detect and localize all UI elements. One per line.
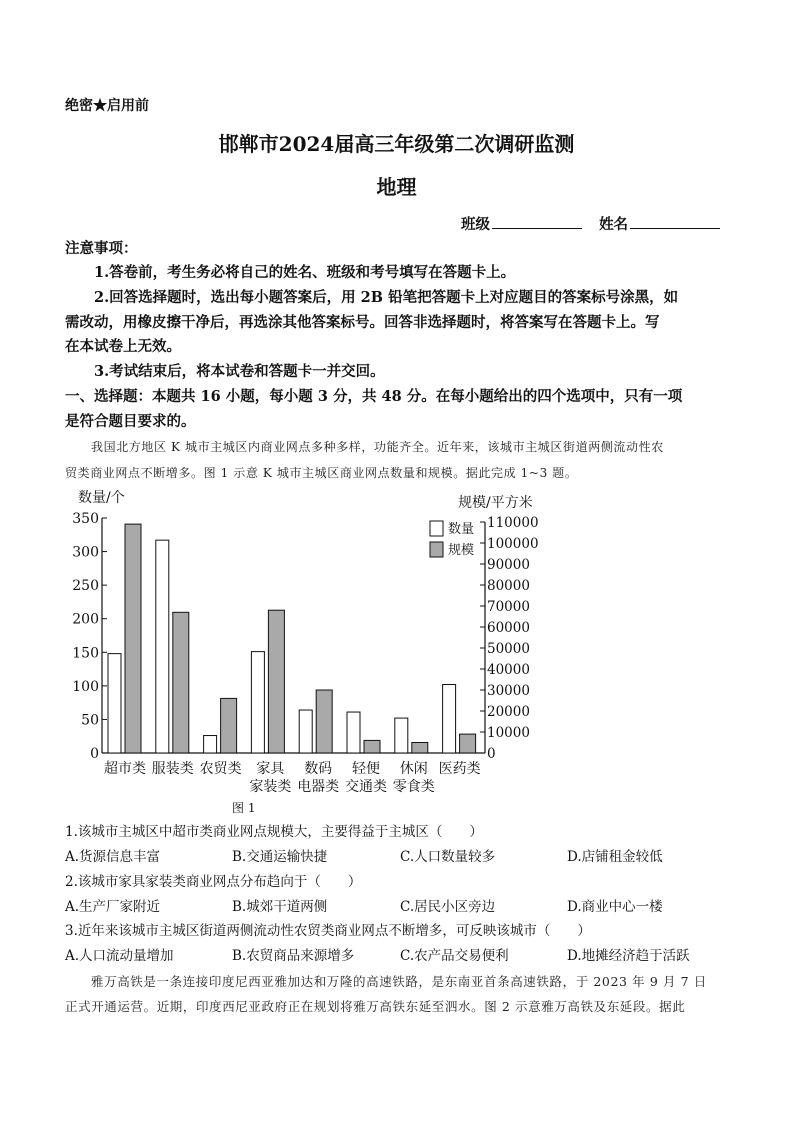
confidential-label: 绝密★启用前 [65, 98, 149, 114]
y-axis-right-title: 规模/平方米 [458, 495, 533, 511]
answer-option[interactable]: B.交通运输快捷 [232, 849, 328, 865]
x-tick-label: 零食类 [392, 779, 435, 795]
y-right-tick-label: 40000 [487, 662, 530, 678]
legend [430, 521, 474, 558]
answer-option[interactable]: C.人口数量较多 [400, 849, 496, 865]
notice-heading: 注意事项： [65, 240, 138, 257]
x-tick-label: 交通类 [345, 779, 387, 795]
y-right-tick-label: 10000 [487, 725, 530, 741]
y-tick-label: 300 [72, 544, 99, 561]
bar-scale [460, 734, 476, 753]
y-right-tick-label: 80000 [487, 578, 530, 594]
y-tick-label: 50 [81, 712, 99, 729]
x-tick-label: 家装类 [249, 779, 292, 795]
bar-scale [316, 690, 332, 753]
bar-count [347, 712, 360, 753]
figure-caption: 图 1 [232, 801, 256, 815]
bar-count [443, 685, 456, 753]
y-tick-label: 100 [72, 678, 99, 695]
class-field [461, 216, 720, 233]
answer-option[interactable]: A.货源信息丰富 [65, 849, 161, 865]
y-tick-label: 350 [72, 511, 99, 527]
notice-line: 需改动，用橡皮擦干净后，再选涂其他答案标号。回答非选择题时，将答案写在答题卡上。写 [65, 314, 660, 331]
bar-scale [364, 740, 380, 753]
exam-title: 邯郸市2024届高三年级第二次调研监测 [218, 132, 575, 156]
x-tick-label: 休闲 [399, 761, 428, 777]
y-right-tick-label: 30000 [487, 683, 530, 699]
notice-line: 2.回答选择题时，选出每小题答案后，用 2B 铅笔把答题卡上对应题目的答案标号涂黑，如 [94, 289, 679, 306]
answer-option[interactable]: C.居民小区旁边 [400, 898, 496, 915]
answer-option[interactable]: A.生产厂家附近 [65, 898, 161, 915]
bar-scale [173, 612, 189, 753]
x-tick-label: 家具 [256, 761, 285, 777]
y-right-tick-label: 90000 [487, 557, 530, 573]
y-right-tick-label: 20000 [487, 704, 530, 720]
x-tick-label: 超市类 [104, 761, 146, 777]
y-axis-title: 数量/个 [78, 490, 125, 506]
question-stem: 1.该城市主城区中超市类商业网点规模大，主要得益于主城区（ ） [65, 824, 483, 840]
y-tick-label: 150 [72, 645, 99, 662]
bar-scale [125, 524, 141, 753]
notice-line: 在本试卷上无效。 [65, 338, 181, 355]
passage-line: 雅万高铁是一条连接印度尼西亚雅加达和万隆的高速铁路，是东南亚首条高速铁路，于 2023 年 9 月 7 日 [91, 974, 707, 989]
y-right-tick-label: 0 [487, 746, 496, 762]
answer-option[interactable]: A.人口流动量增加 [65, 948, 174, 964]
y-right-tick-label: 110000 [487, 515, 539, 531]
answer-option[interactable]: D.地摊经济趋于活跃 [567, 948, 690, 964]
name-blank [630, 216, 720, 229]
legend-swatch-count [430, 521, 443, 536]
y-tick-label: 200 [72, 611, 99, 628]
section-heading: 一、选择题：本题共 16 小题，每小题 3 分，共 48 分。在每小题给出的四个选项中，只有一项 [65, 388, 683, 405]
x-tick-label: 轻便 [352, 761, 380, 777]
bar-scale [412, 743, 428, 754]
class-label: 班级 [461, 216, 490, 233]
bar-scale [221, 698, 237, 753]
answer-option[interactable]: D.店铺租金较低 [567, 849, 663, 865]
bar-count [108, 654, 121, 753]
bar-count [204, 736, 217, 753]
x-tick-label: 数码 [304, 761, 333, 777]
x-tick-label: 电器类 [297, 779, 340, 795]
question-stem: 2.该城市家具家装类商业网点分布趋向于（ ） [65, 873, 362, 890]
class-blank [492, 216, 582, 229]
answer-option[interactable]: D.商业中心一楼 [567, 898, 663, 915]
y-tick-label: 0 [90, 746, 99, 762]
subject-title: 地理 [376, 175, 417, 199]
bar-scale [268, 610, 284, 753]
legend-label-count: 数量 [448, 522, 475, 537]
bar-count [299, 710, 312, 753]
x-tick-label: 农贸类 [199, 761, 242, 777]
y-right-tick-label: 60000 [487, 620, 530, 636]
bar-count [251, 652, 264, 753]
y-tick-label: 250 [72, 578, 99, 595]
section-heading: 是符合题目要求的。 [65, 413, 196, 430]
passage-line: 正式开通运营。近期，印度西尼亚政府正在规划将雅万高铁东延至泗水。图 2 示意雅万高铁及东延段。据此 [65, 999, 686, 1014]
x-tick-label: 服装类 [151, 761, 194, 777]
x-tick-label: 医药类 [438, 761, 481, 777]
bar-count [395, 718, 408, 753]
answer-option[interactable]: B.农贸商品来源增多 [232, 948, 355, 964]
figure-1-chart [60, 480, 580, 800]
legend-label-scale: 规模 [448, 543, 475, 558]
y-right-tick-label: 50000 [487, 641, 530, 657]
notice-line: 1.答卷前，考生务必将自己的姓名、班级和考号填写在答题卡上。 [94, 264, 516, 281]
answer-option[interactable]: C.农产品交易便利 [400, 948, 509, 964]
y-right-tick-label: 100000 [487, 536, 539, 552]
question-stem: 3.近年来该城市主城区街道两侧流动性农贸类商业网点不断增多，可反映该城市（ ） [65, 923, 591, 939]
legend-swatch-scale [430, 542, 443, 557]
name-label: 姓名 [599, 216, 629, 233]
passage-line: 贸类商业网点不断增多。图 1 示意 K 城市主城区商业网点数量和规模。据此完成 1~3 题。 [65, 466, 578, 480]
bar-count [156, 540, 169, 753]
passage-line: 我国北方地区 K 城市主城区内商业网点多种多样，功能齐全。近年来，该城市主城区街道两侧流动性农 [91, 440, 664, 454]
notice-line: 3.考试结束后，将本试卷和答题卡一并交回。 [94, 363, 385, 380]
answer-option[interactable]: B.城郊干道两侧 [232, 898, 328, 915]
y-right-tick-label: 70000 [487, 599, 530, 615]
